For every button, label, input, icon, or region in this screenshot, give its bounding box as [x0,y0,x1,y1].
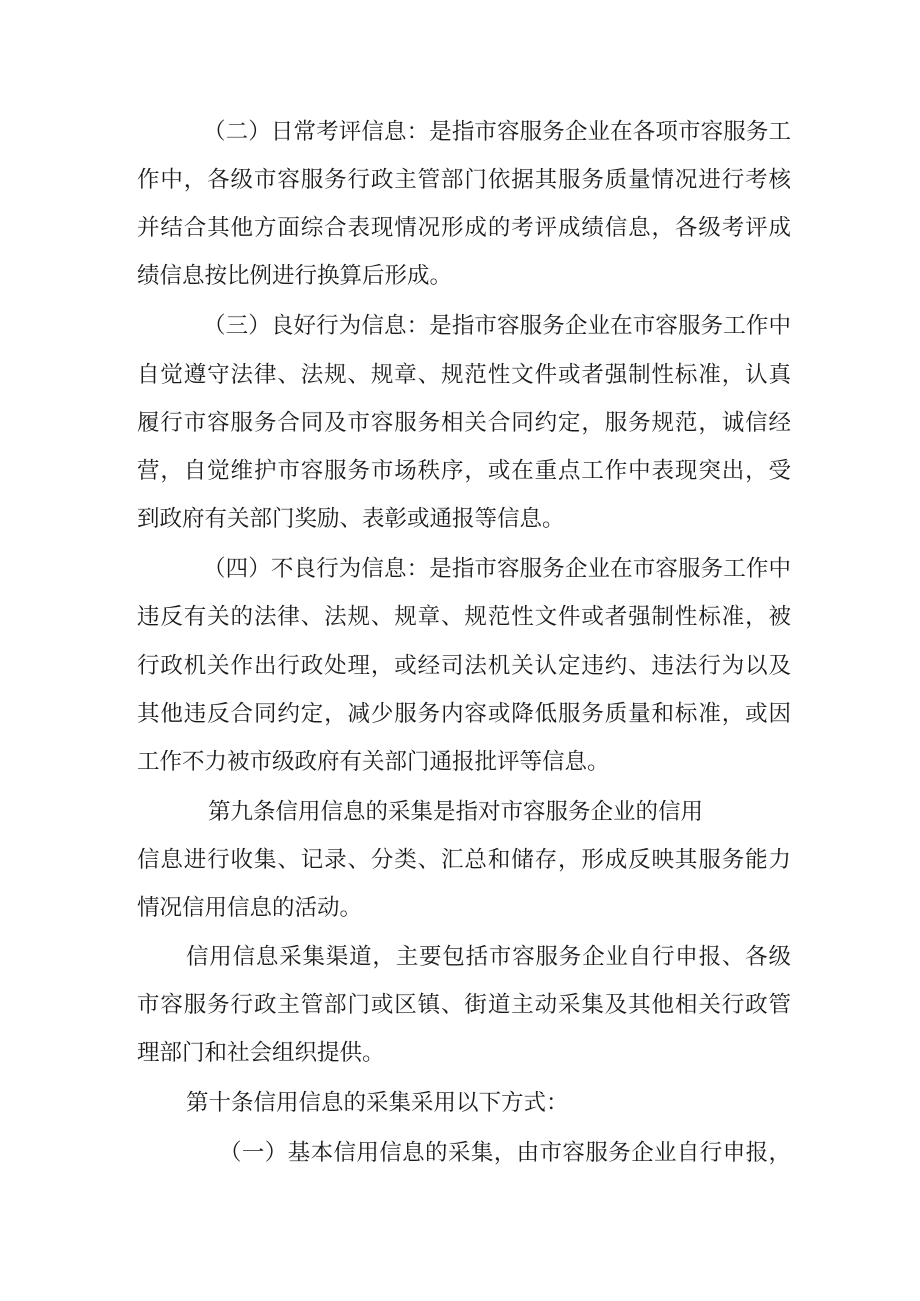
paragraph-line: 违反有关的法律、法规、规章、规范性文件或者强制性标准，被 [137,604,791,630]
paragraph-line: 第九条信用信息的采集是指对市容服务企业的信用 [208,799,704,825]
paragraph-line: 履行市容服务合同及市容服务相关合同约定，服务规范，诚信经 [137,410,791,436]
paragraph-line: 营，自觉维护市容服务市场秩序，或在重点工作中表现突出，受 [137,458,791,484]
paragraph-line: 理部门和社会组织提供。 [137,1040,385,1066]
paragraph-line: 市容服务行政主管部门或区镇、街道主动采集及其他相关行政管 [137,992,791,1018]
paragraph-line: 工作不力被市级政府有关部门通报批评等信息。 [137,749,610,775]
paragraph-line: 信用信息采集渠道，主要包括市容服务企业自行申报、各级 [186,944,791,970]
paragraph-line: （三）良好行为信息：是指市容服务企业在市容服务工作中 [203,313,791,339]
paragraph-line: （四）不良行为信息：是指市容服务企业在市容服务工作中 [203,556,791,582]
paragraph-line: 情况信用信息的活动。 [137,895,363,921]
paragraph-line: 其他违反合同约定，减少服务内容或降低服务质量和标准，或因 [137,701,791,727]
paragraph-line: 到政府有关部门奖励、表彰或通报等信息。 [137,506,565,532]
paragraph-line: 自觉遵守法律、法规、规章、规范性文件或者强制性标准，认真 [137,362,791,388]
paragraph-line: 绩信息按比例进行换算后形成。 [137,263,453,289]
paragraph-line: 并结合其他方面综合表现情况形成的考评成绩信息，各级考评成 [137,215,791,241]
paragraph-line: （二）日常考评信息：是指市容服务企业在各项市容服务工 [203,119,791,145]
paragraph-line: 信息进行收集、记录、分类、汇总和储存，形成反映其服务能力 [137,847,791,873]
paragraph-line: 第十条信用信息的采集采用以下方式： [186,1090,569,1116]
paragraph-line: 行政机关作出行政处理，或经司法机关认定违约、违法行为以及 [137,653,791,679]
paragraph-line: 作中，各级市容服务行政主管部门依据其服务质量情况进行考核 [137,167,791,193]
paragraph-line: （一）基本信用信息的采集，由市容服务企业自行申报， [219,1140,791,1166]
